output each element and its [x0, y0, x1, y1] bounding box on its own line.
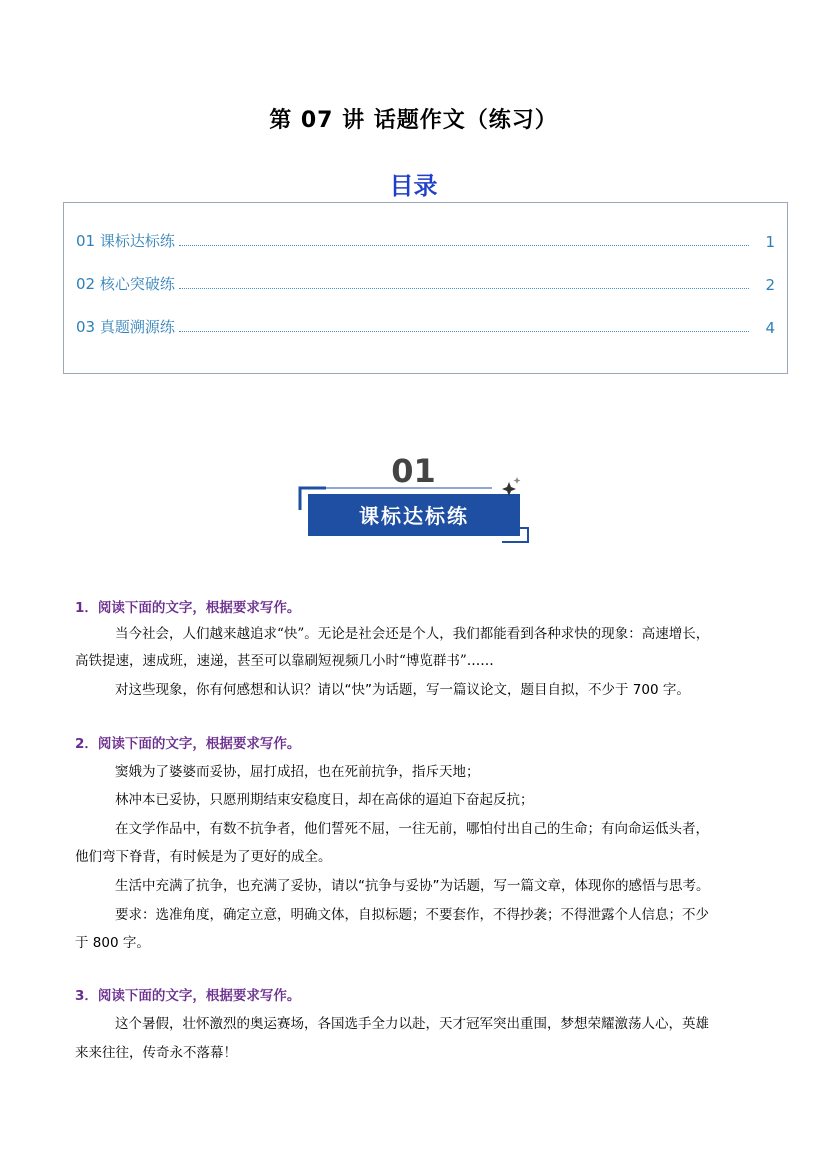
toc-item-3[interactable] [76, 315, 775, 337]
toc-item-2[interactable] [76, 272, 775, 294]
question-2-line: 他们弯下脊背，有时候是为了更好的成全。 [75, 849, 332, 865]
toc-item-page: 1 [765, 233, 775, 251]
toc-heading: 目录 [389, 172, 438, 200]
toc-leader-dots [179, 288, 749, 289]
toc-item-1[interactable] [76, 229, 775, 251]
question-3-heading: 3．阅读下面的文字，根据要求写作。 [75, 988, 301, 1004]
question-2-line: 生活中充满了抗争，也充满了妥协，请以“抗争与妥协”为话题，写一篇文章，体现你的感悟与思考。 [115, 878, 710, 894]
toc-item-label: 03 真题溯源练 [76, 318, 175, 336]
toc-item-label: 01 课标达标练 [76, 232, 175, 250]
table-of-contents [63, 202, 788, 374]
question-2-line: 要求：选准角度，确定立意，明确文体，自拟标题；不要套作，不得抄袭；不得泄露个人信息；不少 [115, 907, 709, 923]
question-1-heading: 1．阅读下面的文字，根据要求写作。 [75, 600, 301, 616]
question-2-line: 于 800 字。 [75, 935, 150, 951]
question-1-line: 对这些现象，你有何感想和认识？请以“快”为话题，写一篇议论文，题目自拟，不少于 700 字。 [115, 682, 690, 698]
question-2-line: 窦娥为了婆婆而妥协，屈打成招，也在死前抗争，指斥天地； [115, 764, 480, 780]
question-2-line: 在文学作品中，有数不抗争者，他们誓死不屈，一往无前，哪怕付出自己的生命；有向命运低头者， [115, 821, 709, 837]
toc-leader-dots [179, 331, 749, 332]
question-3-line: 来来往往，传奇永不落幕！ [75, 1045, 237, 1061]
question-2-heading: 2．阅读下面的文字，根据要求写作。 [75, 736, 301, 752]
page-title: 第 07 讲 话题作文（练习） [269, 108, 558, 133]
question-1-line: 高铁提速，速成班，速递，甚至可以靠刷短视频几小时“博览群书”…… [75, 653, 494, 669]
section-title: 课标达标练 [359, 504, 469, 528]
question-1-line: 当今社会，人们越来越追求“快”。无论是社会还是个人，我们都能看到各种求快的现象：高速增长， [115, 626, 710, 642]
toc-item-page: 2 [765, 276, 775, 294]
toc-item-page: 4 [765, 319, 775, 337]
section-number: 01 [391, 452, 436, 490]
toc-item-label: 02 核心突破练 [76, 275, 175, 293]
toc-leader-dots [179, 245, 749, 246]
question-3-line: 这个暑假，壮怀激烈的奥运赛场，各国选手全力以赴，天才冠军突出重围，梦想荣耀激荡人心，英雄 [115, 1016, 709, 1032]
question-2-line: 林冲本已妥协，只愿刑期结束安稳度日，却在高俅的逼迫下奋起反抗； [115, 792, 534, 808]
